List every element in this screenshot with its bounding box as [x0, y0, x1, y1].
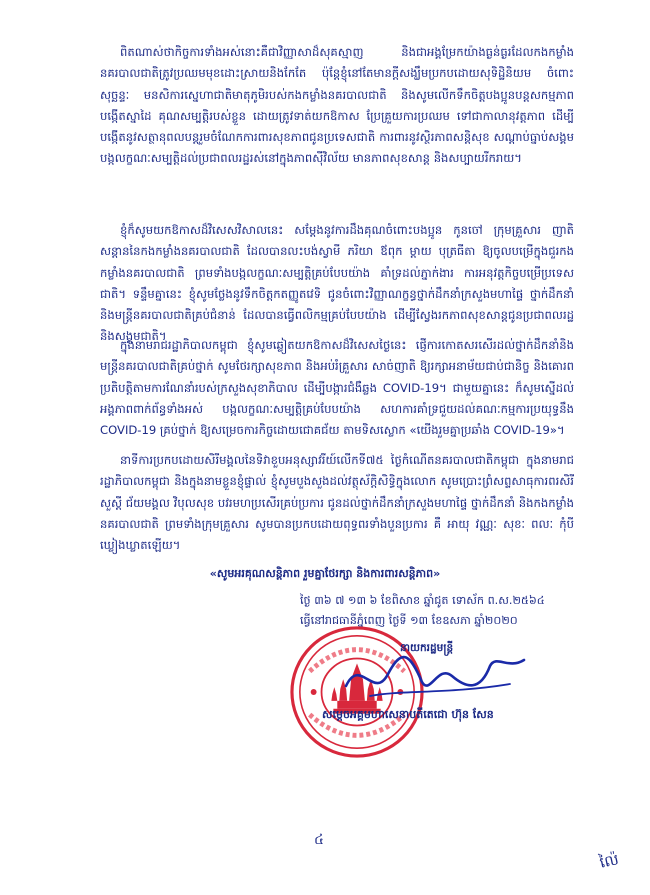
page-number: ៤ — [314, 832, 324, 848]
date-lunar: ថ្ងៃ ៣៦ ៧ ១៣ ៦ ខែពិសាខ ឆ្នាំជូត ទោស័ក ព.ស.២៥៦៤ — [300, 594, 545, 607]
closing-motto: «សូមអរគុណសន្តិភាព រួមគ្នាថែរក្សា និងការពារសន្តិភាព» — [209, 567, 441, 580]
body-paragraph-2: ខ្ញុំក៏សូមយកឱកាសដ៏វិសេសវិសាលនេះ សម្តែងនូវការដឹងគុណចំពោះបងប្អូន កូនចៅ ក្រុមគ្រួសារ ញាតិសន្តាននៃកងកម្លាំងនគរបាលជាតិ ដែលបានលះបង់ស្វាមី ភរិយា ឪពុក ម្តាយ បុត្រធីតា ឱ្យចូលបម្រើក្នុងជួរកងកម្លាំងនគរបាលជាតិ ព្រមទាំងបង្កលក្ខណៈសម្បត្តិគ្រប់បែបយ៉ាង គាំទ្រដល់ភ្នាក់ងារ ការអនុវត្តកិច្ចបម្រើប្រទេសជាតិ។ ទន្ទឹមគ្នានេះ ខ្ញុំសូមថ្លែងនូវទឹកចិត្តកតញ្ញូតវេទិ ជូនចំពោះវិញ្ញាណក្ខន្ធថ្នាក់ដឹកនាំក្រសួងមហាផ្ទៃ ថ្នាក់ដឹកនាំ និងមន្ត្រីនគរបាលជាតិគ្រប់ជំនាន់ ដែលបានធ្វើពលិកម្មគ្រប់បែបយ៉ាង ដើម្បីស្វែងរកភាពសុខសាន្តជូនប្រជាពលរដ្ឋ និងសង្គមជាតិ។ — [100, 223, 574, 344]
body-paragraph-3: ក្នុងនាមរាជរដ្ឋាភិបាលកម្ពុជា ខ្ញុំសូមឆ្លៀតយកឱកាសដ៏វិសេសថ្ងៃនេះ ផ្ញើការកោតសរសើរដល់ថ្នាក់ដឹកនាំនិងមន្ត្រីនគរបាលជាតិគ្រប់ថ្នាក់ សូមថែរក្សាសុខភាព និងអប់រំគ្រួសារ សាច់ញាតិ ឱ្យរក្សាអនាម័យជាប់ជានិច្ច និងគោរពប្រតិបត្តិតាមការណែនាំរបស់ក្រសួងសុខាភិបាល ដើម្បីបង្ការជំងឺឆ្លង COVID-19។ ជាមួយគ្នានេះ ក៏សូមស្នើដល់អង្គភាពពាក់ព័ន្ធទាំងអស់ បង្កលក្ខណៈសម្បត្តិគ្រប់បែបយ៉ាង សហការគាំទ្រជួយដល់គណៈកម្មការប្រយុទ្ធនឹង COVID-19 គ្រប់ថ្នាក់ ឱ្យសម្រេចការកិច្ចដោយជោគជ័យ តាមទិសស្លោក «យើងរួមគ្នាប្រឆាំង COVID-19»។ — [100, 338, 574, 438]
date-solar: ធ្វើនៅរាជធានីភ្នំពេញ ថ្ងៃទី ១៣ ខែឧសភា ឆ្នាំ២០២០ — [300, 614, 518, 627]
signer-name: សម្តេចអគ្គមហាសេនាបតីតេជោ ហ៊ុន សែន — [322, 708, 494, 721]
signer-title: នាយករដ្ឋមន្ត្រី — [400, 642, 454, 654]
handwritten-initial: ល៉ៃ — [597, 850, 621, 872]
body-paragraph-1: ពិតណាស់ថាកិច្ចការទាំងអស់នោះគឺជាវិញ្ញាសាដ៏សុគស្មាញ និងជាអង្គម្រែកយ៉ាងធ្ងន់ធ្ងរដែលកងកម្លាំងនគរបាលជាតិត្រូវប្រឈមមុខដោះស្រាយនិងកែតែ ប៉ុន្តែខ្ញុំនៅតែមានក្តីសង្ឃឹមប្រកបដោយសុទិដ្ឋិនិយម ចំពោះសុច្ឆន្ទៈ មនសិការស្នេហាជាតិមាតុភូមិរបស់កងកម្លាំងនគរបាលជាតិ និងសូមលើកទឹកចិត្តបងប្អូនបន្តសកម្មភាពបង្កើតស្នាដៃ គុណសម្បត្តិរបស់ខ្លួន ដោយត្រូវទាត់យកឱកាស ប្រែគ្រួយការប្រឈម ទៅជាកាលានុវត្តភាព ដើម្បីបង្កើតនូវសត្ថានុពលបន្តរួមចំណែកការពារសុខភាពជូនប្រទេសជាតិ ការពារនូវស្ថិរភាពសន្តិសុខ សណ្តាប់ធ្នាប់សង្គម បង្កលក្ខណៈសម្បត្តិដល់ប្រជាពលរដ្ឋរស់នៅក្នុងភាពស៊ីវិល័យ មានភាពសុខសាន្ត និងសប្បាយរីករាយ។ — [100, 45, 574, 166]
body-paragraph-4: នាទីការប្រកបដោយសិរីមង្គលនៃទិវាខួបអនុស្សាវរីយ៍លើកទី៧៥ ថ្ងៃកំណើតនគរបាលជាតិកម្ពុជា ក្នុងនាមរាជរដ្ឋាភិបាលកម្ពុជា និងក្នុងនាមខ្លួនខ្ញុំផ្ទាល់ ខ្ញុំសូមបួងសួងដល់វត្ថុស័ក្តិសិទ្ធិក្នុងលោក សូមប្រោះព្រំសព្ទសាធុការពរសិរីសួស្តី ជ័យមង្គល វិបុលសុខ បវរមហប្រសើរគ្រប់ប្រការ ជូនដល់ថ្នាក់ដឹកនាំក្រសួងមហាផ្ទៃ ថ្នាក់ដឹកនាំ និងកងកម្លាំងនគរបាលជាតិ ព្រមទាំងក្រុមគ្រួសារ សូមបានប្រកបដោយពុទ្ធពរទាំងបួនប្រការ គឺ អាយុ វណ្ណៈ សុខៈ ពលៈ កុំបីឃ្លៀងឃ្លាតឡើយ។ — [100, 453, 574, 553]
signature-icon — [340, 646, 530, 708]
